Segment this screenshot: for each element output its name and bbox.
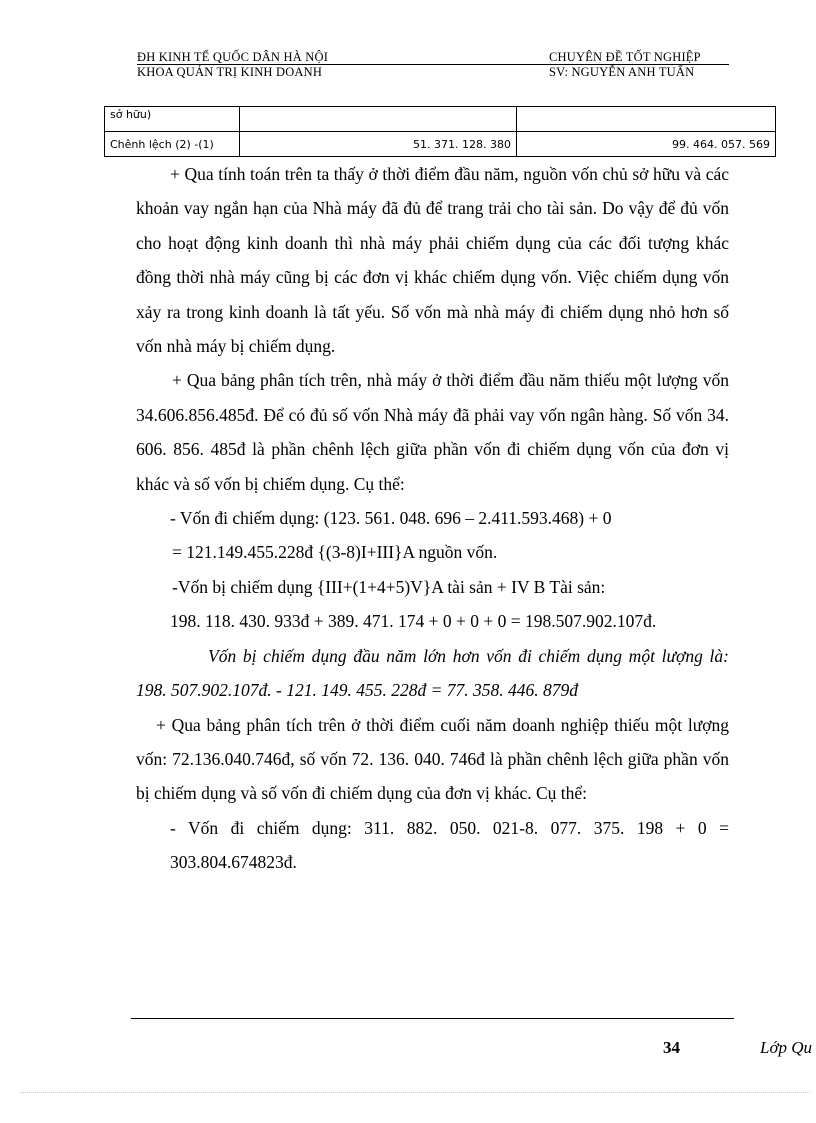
header-row-2 [137, 65, 729, 79]
equation-year-end: - Vốn đi chiếm dụng: 311. 882. 050. 021-8. 077. 375. 198 + 0 = 303.804.674823đ. [170, 817, 729, 873]
class-label: Lớp Qu [760, 1038, 813, 1057]
paragraph-3-italic: Vốn bị chiếm dụng đầu năm lớn hơn vốn đi chiếm dụng một lượng là: 198. 507.902.107đ. - 121. 149. 455. 228đ = 77. 358. 446. 879đ [136, 645, 729, 701]
table-cell-start [240, 107, 517, 132]
table-cell-end: 99. 464. 057. 569 [517, 132, 776, 157]
footer-divider [131, 1018, 734, 1019]
paragraph-2: + Qua bảng phân tích trên, nhà máy ở thời điểm đầu năm thiếu một lượng vốn 34.606.856.485đ. Để có đủ số vốn Nhà máy đã phải vay vốn ngân hàng. Số vốn 34. 606. 856. 485đ là phần chênh lệch giữa phần vốn đi chiếm dụng vốn của đơn vị khác và số vốn bị chiếm dụng. Cụ thể: [136, 370, 729, 494]
equation-appropriated-result: 198. 118. 430. 933đ + 389. 471. 174 + 0 + 0 + 0 = 198.507.902.107đ. [170, 611, 657, 632]
capital-table [104, 106, 776, 157]
table-cell-start: 51. 371. 128. 380 [240, 132, 517, 157]
document-type: CHUYÊN ĐỀ TỐT NGHIỆP [549, 50, 701, 64]
table-cell-label: Chênh lệch (2) -(1) [105, 132, 240, 157]
table-cell-label: sở hữu) [105, 107, 240, 132]
university-name: ĐH KINH TẾ QUỐC DÂN HÀ NỘI [137, 50, 329, 64]
faculty-name: KHOA QUẢN TRỊ KINH DOANH [137, 65, 323, 79]
paragraph-1: + Qua tính toán trên ta thấy ở thời điểm đầu năm, nguồn vốn chủ sở hữu và các khoản vay ngắn hạn của Nhà máy đã đủ để trang trải cho tài sản. Do vậy để đủ vốn cho hoạt động kinh doanh thì nhà máy phải chiếm dụng của các đối tượng khác đồng thời nhà máy cũng bị các đơn vị khác chiếm dụng vốn. Việc chiếm dụng vốn xảy ra trong kinh doanh là tất yếu. Số vốn mà nhà máy đi chiếm dụng nhỏ hơn số vốn nhà máy bị chiếm dụng. [136, 164, 729, 357]
page-header [137, 50, 729, 79]
equation-borrowed-result: = 121.149.455.228đ {(3-8)I+III}A nguồn vốn. [172, 542, 498, 563]
equation-borrowed-capital: - Vốn đi chiếm dụng: (123. 561. 048. 696 – 2.411.593.468) + 0 [170, 508, 612, 529]
equation-appropriated-capital: -Vốn bị chiếm dụng {III+(1+4+5)V}A tài sản + IV B Tài sản: [172, 576, 606, 597]
paragraph-4: + Qua bảng phân tích trên ở thời điểm cuối năm doanh nghiệp thiếu một lượng vốn: 72.136.040.746đ, số vốn 72. 136. 040. 746đ là phần chênh lệch giữa phần vốn bị chiếm dụng và số vốn đi chiếm dụng của đơn vị khác. Cụ thể: [136, 714, 729, 804]
header-row-1 [137, 50, 729, 65]
page-number: 34 [663, 1038, 680, 1057]
document-body [136, 157, 729, 880]
page-break-line [20, 1092, 810, 1093]
table-cell-end [517, 107, 776, 132]
table-row [105, 107, 776, 132]
table-row [105, 132, 776, 157]
student-name: SV: NGUYỄN ANH TUẤN [549, 65, 695, 79]
